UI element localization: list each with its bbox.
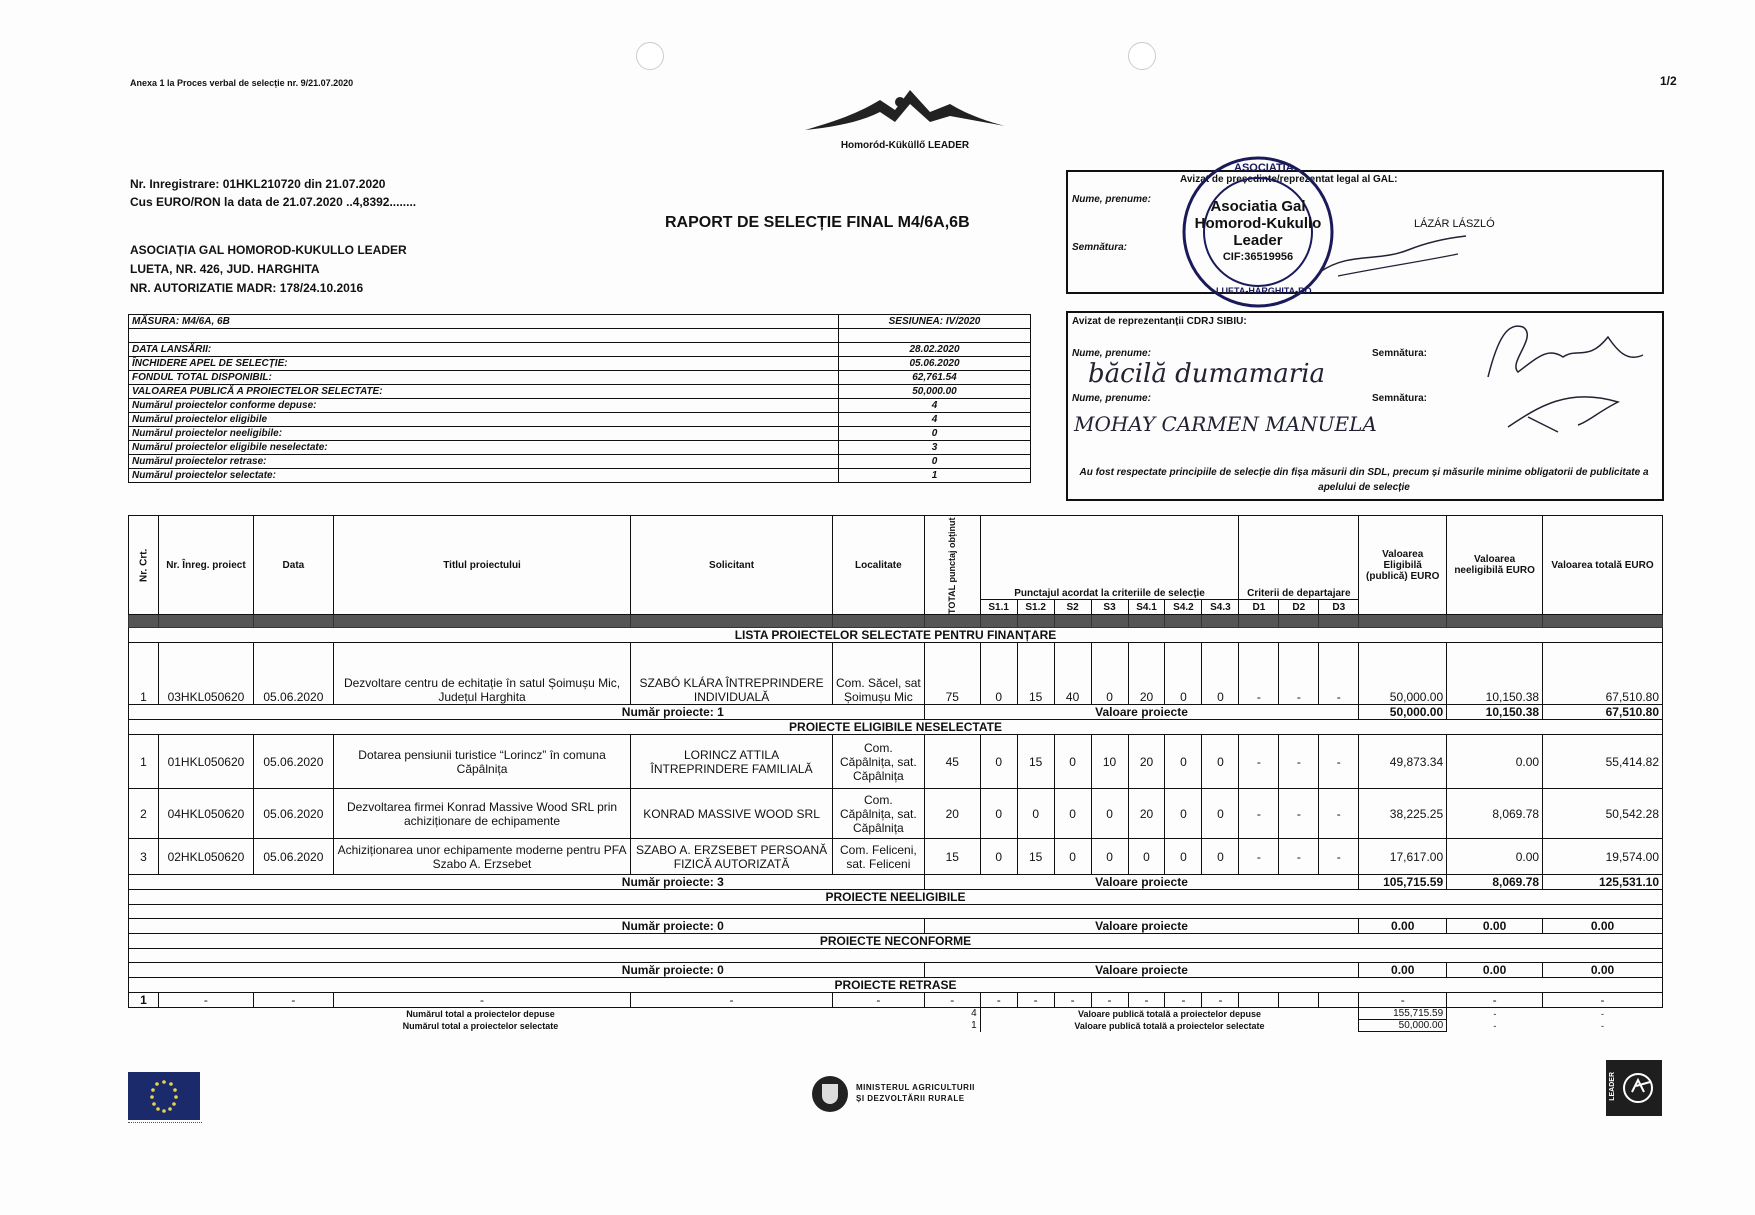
cell-dash: - bbox=[1017, 993, 1054, 1008]
stamp-top-text: ASOCIATIA bbox=[1234, 162, 1294, 174]
session-row-value: 28.02.2020 bbox=[839, 343, 1031, 357]
projects-table bbox=[128, 515, 1663, 1032]
summary-label: Valoare proiecte bbox=[924, 875, 1358, 890]
totals-submitted-value: 4 bbox=[832, 1008, 980, 1020]
cell-score: 20 bbox=[1128, 735, 1165, 789]
summary-label: Valoare proiecte bbox=[924, 963, 1358, 978]
cell-nr: 2 bbox=[129, 789, 159, 839]
cell-total: 45 bbox=[924, 735, 980, 789]
cell-score: 40 bbox=[1054, 643, 1091, 705]
cell-score: 0 bbox=[1017, 789, 1054, 839]
cell-score: 0 bbox=[1054, 735, 1091, 789]
summary-total: 125,531.10 bbox=[1543, 875, 1663, 890]
session-row-label: FONDUL TOTAL DISPONIBIL: bbox=[129, 371, 839, 385]
summary-eligible: 0.00 bbox=[1359, 919, 1447, 934]
cell-reg: 04HKL050620 bbox=[158, 789, 253, 839]
col-header-localitate: Localitate bbox=[832, 516, 924, 615]
summary-neeligible: 0.00 bbox=[1447, 919, 1543, 934]
cdrj-statement: Au fost respectate principiile de selecție din fișa măsurii din SDL, precum și măsurile minime obligatorii de publicitate a apelului de selecție bbox=[1079, 467, 1649, 493]
session-row-label: Numărul proiectelor conforme depuse: bbox=[129, 399, 839, 413]
col-header-punctaj: Punctajul acordat la criteriile de selecție bbox=[980, 516, 1239, 600]
table-row bbox=[129, 993, 1663, 1008]
cell-score: 0 bbox=[980, 735, 1017, 789]
session-row-value: 05.06.2020 bbox=[839, 357, 1031, 371]
cell-nr: 3 bbox=[129, 839, 159, 875]
logo-caption: Homoród-Küküllő LEADER bbox=[840, 140, 970, 151]
cell-value-eligible: 50,000.00 bbox=[1359, 643, 1447, 705]
cell-value-total: 55,414.82 bbox=[1543, 735, 1663, 789]
cdrj-signature-label-1: Semnătura: bbox=[1372, 348, 1428, 359]
cell-value-total: 19,574.00 bbox=[1543, 839, 1663, 875]
gal-name-label: Nume, prenume: bbox=[1072, 194, 1151, 205]
col-header-val-elig: Valoarea Eligibilă (publică) EURO bbox=[1359, 516, 1447, 615]
cell-criterion: - bbox=[1319, 643, 1359, 705]
summary-total: 0.00 bbox=[1543, 963, 1663, 978]
ministry-caption bbox=[856, 1082, 975, 1104]
gal-signature bbox=[1318, 232, 1468, 282]
section-withdrawn-header: PROIECTE RETRASE bbox=[129, 978, 1663, 993]
cell-titlu: Achiziționarea unor echipamente moderne pentru PFA Szabo A. Erzsebet bbox=[333, 839, 630, 875]
leader-logo-icon bbox=[1606, 1060, 1662, 1116]
cell-score: 0 bbox=[1165, 735, 1202, 789]
cell-score: 0 bbox=[1091, 789, 1128, 839]
section-neconform-header: PROIECTE NECONFORME bbox=[129, 934, 1663, 949]
cdrj-box-header: Avizat de reprezentanții CDRJ SIBIU: bbox=[1072, 316, 1247, 327]
table-row bbox=[129, 643, 1663, 705]
cell-solicitant: LORINCZ ATTILA ÎNTREPRINDERE FAMILIALĂ bbox=[631, 735, 833, 789]
cell-criterion: - bbox=[1279, 735, 1319, 789]
cell-dash: - bbox=[980, 993, 1017, 1008]
exchange-rate: Cus EURO/RON la data de 21.07.2020 ..4,8392........ bbox=[130, 195, 417, 209]
col-header-nr: Nr. Crt. bbox=[129, 516, 159, 615]
eu-caption-line bbox=[128, 1122, 202, 1129]
section-unselected-header: PROIECTE ELIGIBILE NESELECTATE bbox=[129, 720, 1663, 735]
cell-dash: - bbox=[158, 993, 253, 1008]
col-header-val-neelig: Valoarea neeligibilă EURO bbox=[1447, 516, 1543, 615]
summary-eligible: 0.00 bbox=[1359, 963, 1447, 978]
cell-dash: - bbox=[1601, 1020, 1605, 1031]
cell-dash: - bbox=[1447, 993, 1543, 1008]
cell-score: 0 bbox=[980, 643, 1017, 705]
organization-authorization: NR. AUTORIZATIE MADR: 178/24.10.2016 bbox=[130, 281, 364, 295]
cell-dash: - bbox=[253, 993, 333, 1008]
cell-data: 05.06.2020 bbox=[253, 789, 333, 839]
summary-count: Număr proiecte: 1 bbox=[129, 705, 925, 720]
col-sub-header: S1.1 bbox=[980, 600, 1017, 615]
col-header-criterii: Criterii de departajare bbox=[1239, 516, 1359, 600]
col-header-total: TOTAL punctaj obținut bbox=[924, 516, 980, 615]
cell-value-total: 50,542.28 bbox=[1543, 789, 1663, 839]
cell-reg: 03HKL050620 bbox=[158, 643, 253, 705]
registration-number: Nr. Inregistrare: 01HKL210720 din 21.07.2020 bbox=[130, 177, 386, 191]
cell-criterion: - bbox=[1319, 789, 1359, 839]
section-neeligible-header: PROIECTE NEELIGIBILE bbox=[129, 890, 1663, 905]
cell-dash: - bbox=[1359, 993, 1447, 1008]
col-sub-header: D3 bbox=[1319, 600, 1359, 615]
organization-name: ASOCIAȚIA GAL HOMOROD-KUKULLO LEADER bbox=[130, 243, 407, 257]
summary-eligible: 105,715.59 bbox=[1359, 875, 1447, 890]
section-selected-header: LISTA PROIECTELOR SELECTATE PENTRU FINANȚARE bbox=[129, 628, 1663, 643]
col-sub-header: S1.2 bbox=[1017, 600, 1054, 615]
session-row-label: DATA LANSĂRII: bbox=[129, 343, 839, 357]
session-row-value: 3 bbox=[839, 441, 1031, 455]
cdrj-name-label-1: Nume, prenume: bbox=[1072, 348, 1151, 359]
cell-data: 05.06.2020 bbox=[253, 735, 333, 789]
summary-label: Valoare proiecte bbox=[924, 705, 1358, 720]
cell-score: 10 bbox=[1091, 735, 1128, 789]
cell-dash: - bbox=[1165, 993, 1202, 1008]
leader-logo-text: LEADER bbox=[1609, 1072, 1616, 1101]
cell-score: 0 bbox=[1091, 643, 1128, 705]
cell-reg: 02HKL050620 bbox=[158, 839, 253, 875]
cell-score: 0 bbox=[1091, 839, 1128, 875]
cell-dash: - bbox=[1493, 1008, 1497, 1019]
col-header-val-total: Valoarea totală EURO bbox=[1543, 516, 1663, 615]
totals-selected-value: 1 bbox=[832, 1020, 980, 1032]
cell-value-total: 67,510.80 bbox=[1543, 643, 1663, 705]
cell-score: 0 bbox=[1165, 789, 1202, 839]
totals-submitted-public-label: Valoare publică totală a proiectelor depuse bbox=[1077, 1008, 1261, 1019]
session-row-value: 1 bbox=[839, 469, 1031, 483]
report-title: RAPORT DE SELECȚIE FINAL M4/6A,6B bbox=[665, 214, 970, 231]
cell-total: 20 bbox=[924, 789, 980, 839]
gal-stamp bbox=[1178, 152, 1338, 312]
cell-score: 15 bbox=[1017, 839, 1054, 875]
summary-neeligible: 8,069.78 bbox=[1447, 875, 1543, 890]
totals-selected-public-value: 50,000.00 bbox=[1359, 1020, 1447, 1032]
stamp-cif: CIF:36519956 bbox=[1222, 251, 1294, 263]
masura-label: MĂSURA: M4/6A, 6B bbox=[129, 315, 839, 329]
session-row-label: VALOAREA PUBLICĂ A PROIECTELOR SELECTATE: bbox=[129, 385, 839, 399]
session-row-value: 50,000.00 bbox=[839, 385, 1031, 399]
col-header-reg: Nr. Înreg. proiect bbox=[158, 516, 253, 615]
cell-score: 0 bbox=[1165, 643, 1202, 705]
cell-criterion: - bbox=[1279, 789, 1319, 839]
col-sub-header: D2 bbox=[1279, 600, 1319, 615]
cell-value-eligible: 49,873.34 bbox=[1359, 735, 1447, 789]
cell-value-neeligible: 8,069.78 bbox=[1447, 789, 1543, 839]
gal-name-value: LÁZÁR LÁSZLÓ bbox=[1414, 218, 1495, 230]
ministry-line-2: ȘI DEZVOLTĂRII RURALE bbox=[856, 1094, 965, 1103]
cell-score: 0 bbox=[980, 839, 1017, 875]
cell-nr: 1 bbox=[129, 643, 159, 705]
summary-row bbox=[129, 875, 1663, 890]
summary-count: Număr proiecte: 0 bbox=[129, 919, 925, 934]
page-number: 1/2 bbox=[1660, 74, 1677, 88]
cdrj-signature-label-2: Semnătura: bbox=[1372, 393, 1428, 404]
session-row-value: 0 bbox=[839, 427, 1031, 441]
stamp-line-1: Asociatia Gal bbox=[1210, 198, 1306, 215]
cell-localitate: Com. Căpâlnița, sat. Căpâlnița bbox=[832, 735, 924, 789]
session-row-label: Numărul proiectelor retrase: bbox=[129, 455, 839, 469]
cell-value-neeligible: 0.00 bbox=[1447, 839, 1543, 875]
cell-score: 0 bbox=[1202, 839, 1239, 875]
table-row bbox=[129, 735, 1663, 789]
cell-titlu: Dezvoltarea firmei Konrad Massive Wood SRL prin achiziționare de echipamente bbox=[333, 789, 630, 839]
col-header-solicitant: Solicitant bbox=[631, 516, 833, 615]
gal-approval-box bbox=[1066, 162, 1664, 296]
stamp-line-3: Leader bbox=[1233, 232, 1283, 249]
cell-criterion: - bbox=[1239, 643, 1279, 705]
table-row bbox=[129, 839, 1663, 875]
summary-total: 67,510.80 bbox=[1543, 705, 1663, 720]
totals-row-selected bbox=[129, 1020, 1663, 1032]
cell-solicitant: KONRAD MASSIVE WOOD SRL bbox=[631, 789, 833, 839]
table-row bbox=[129, 789, 1663, 839]
col-header-titlu: Titlul proiectului bbox=[333, 516, 630, 615]
cell-dash: - bbox=[333, 993, 630, 1008]
cell-score: 0 bbox=[1165, 839, 1202, 875]
cell-score: 15 bbox=[1017, 735, 1054, 789]
cell-localitate: Com. Feliceni, sat. Feliceni bbox=[832, 839, 924, 875]
cell-dash: - bbox=[1128, 993, 1165, 1008]
cell-value-eligible: 17,617.00 bbox=[1359, 839, 1447, 875]
session-info-table bbox=[128, 314, 1031, 483]
summary-row bbox=[129, 963, 1663, 978]
cell-titlu: Dezvoltare centru de echitație în satul Șoimușu Mic, Județul Harghita bbox=[333, 643, 630, 705]
session-row-label: Numărul proiectelor selectate: bbox=[129, 469, 839, 483]
cell-dash: - bbox=[631, 993, 833, 1008]
cell-reg: 01HKL050620 bbox=[158, 735, 253, 789]
cell-dash: - bbox=[1054, 993, 1091, 1008]
col-sub-header: S4.1 bbox=[1128, 600, 1165, 615]
eu-flag-icon bbox=[128, 1072, 200, 1120]
summary-row bbox=[129, 705, 1663, 720]
cell-total: 75 bbox=[924, 643, 980, 705]
cell-criterion: - bbox=[1239, 735, 1279, 789]
cell-nr: 1 bbox=[129, 735, 159, 789]
totals-selected-public-label: Valoare publică totală a proiectelor selectate bbox=[1074, 1020, 1265, 1031]
totals-submitted-label: Numărul total a proiectelor depuse bbox=[406, 1008, 555, 1019]
col-sub-header: S4.2 bbox=[1165, 600, 1202, 615]
cell-score: 0 bbox=[1202, 643, 1239, 705]
homorod-kukullo-logo bbox=[800, 82, 1010, 152]
cell-score: 0 bbox=[1054, 789, 1091, 839]
col-sub-header: S3 bbox=[1091, 600, 1128, 615]
cell-criterion: - bbox=[1239, 839, 1279, 875]
cell-score: 0 bbox=[1202, 735, 1239, 789]
cell-solicitant: SZABO A. ERZSEBET PERSOANĂ FIZICĂ AUTORIZATĂ bbox=[631, 839, 833, 875]
cell-score: 0 bbox=[1054, 839, 1091, 875]
cell-localitate: Com. Săcel, sat Șoimușu Mic bbox=[832, 643, 924, 705]
annex-reference: Anexa 1 la Proces verbal de selecție nr. 9/21.07.2020 bbox=[130, 78, 354, 88]
cell-solicitant: SZABÓ KLÁRA ÎNTREPRINDERE INDIVIDUALĂ bbox=[631, 643, 833, 705]
session-row-value: 62,761.54 bbox=[839, 371, 1031, 385]
summary-count: Număr proiecte: 0 bbox=[129, 963, 925, 978]
cdrj-handwritten-name-2: MOHAY CARMEN MANUELA bbox=[1074, 412, 1377, 436]
cell-criterion: - bbox=[1279, 643, 1319, 705]
cell-data: 05.06.2020 bbox=[253, 643, 333, 705]
totals-selected-label: Numărul total a proiectelor selectate bbox=[402, 1020, 559, 1031]
cell-nr: 1 bbox=[129, 993, 159, 1008]
column-number-row bbox=[129, 615, 1663, 628]
cell-data: 05.06.2020 bbox=[253, 839, 333, 875]
session-row-label: Numărul proiectelor eligibile bbox=[129, 413, 839, 427]
organization-address: LUETA, NR. 426, JUD. HARGHITA bbox=[130, 262, 320, 276]
cell-dash: - bbox=[1202, 993, 1239, 1008]
col-sub-header: S4.3 bbox=[1202, 600, 1239, 615]
session-row-value: 4 bbox=[839, 413, 1031, 427]
totals-row-submitted bbox=[129, 1008, 1663, 1020]
ministry-line-1: MINISTERUL AGRICULTURII bbox=[856, 1083, 975, 1092]
cell-score: 0 bbox=[1202, 789, 1239, 839]
summary-row bbox=[129, 919, 1663, 934]
cell-score: 15 bbox=[1017, 643, 1054, 705]
summary-eligible: 50,000.00 bbox=[1359, 705, 1447, 720]
cell-criterion: - bbox=[1239, 789, 1279, 839]
summary-label: Valoare proiecte bbox=[924, 919, 1358, 934]
session-row-label: Numărul proiectelor neeligibile: bbox=[129, 427, 839, 441]
cell-score: 20 bbox=[1128, 789, 1165, 839]
summary-count: Număr proiecte: 3 bbox=[129, 875, 925, 890]
cell-score: 0 bbox=[980, 789, 1017, 839]
cdrj-handwritten-name-1: băcilă dumamaria bbox=[1088, 359, 1326, 389]
cell-dash: - bbox=[1601, 1008, 1605, 1019]
session-row-value: 4 bbox=[839, 399, 1031, 413]
cdrj-approval-box bbox=[1066, 311, 1664, 501]
summary-total: 0.00 bbox=[1543, 919, 1663, 934]
sesiunea-label: SESIUNEA: IV/2020 bbox=[839, 315, 1031, 329]
session-row-label: ÎNCHIDERE APEL DE SELECȚIE: bbox=[129, 357, 839, 371]
cdrj-signatures bbox=[1468, 317, 1648, 437]
stamp-bottom-text: LUETA-HARGHITA-RO bbox=[1216, 286, 1312, 296]
binder-hole bbox=[1128, 42, 1156, 70]
cell-criterion: - bbox=[1279, 839, 1319, 875]
ministry-crest-icon bbox=[812, 1076, 848, 1112]
cdrj-name-label-2: Nume, prenume: bbox=[1072, 393, 1151, 404]
gal-box-header: Avizat de președinte/reprezentat legal al GAL: bbox=[1180, 174, 1398, 185]
stamp-line-2: Homorod-Kukullo bbox=[1194, 215, 1322, 232]
summary-neeligible: 10,150.38 bbox=[1447, 705, 1543, 720]
summary-neeligible: 0.00 bbox=[1447, 963, 1543, 978]
cell-value-neeligible: 0.00 bbox=[1447, 735, 1543, 789]
cell-dash: - bbox=[924, 993, 980, 1008]
session-row-value: 0 bbox=[839, 455, 1031, 469]
totals-submitted-public-value: 155,715.59 bbox=[1359, 1008, 1447, 1020]
gal-signature-label: Semnătura: bbox=[1072, 242, 1128, 253]
cell-titlu: Dotarea pensiunii turistice “Lorincz” în comuna Căpâlnița bbox=[333, 735, 630, 789]
cell-dash: - bbox=[1543, 993, 1663, 1008]
cell-criterion: - bbox=[1319, 839, 1359, 875]
col-header-data: Data bbox=[253, 516, 333, 615]
cell-value-neeligible: 10,150.38 bbox=[1447, 643, 1543, 705]
cell-score: 20 bbox=[1128, 643, 1165, 705]
cell-dash: - bbox=[1493, 1020, 1497, 1031]
binder-hole bbox=[636, 42, 664, 70]
cell-score: 0 bbox=[1128, 839, 1165, 875]
col-sub-header: S2 bbox=[1054, 600, 1091, 615]
cell-total: 15 bbox=[924, 839, 980, 875]
cell-value-eligible: 38,225.25 bbox=[1359, 789, 1447, 839]
col-sub-header: D1 bbox=[1239, 600, 1279, 615]
cell-localitate: Com. Căpâlnița, sat. Căpâlnița bbox=[832, 789, 924, 839]
session-row-label: Numărul proiectelor eligibile neselectate: bbox=[129, 441, 839, 455]
cell-criterion: - bbox=[1319, 735, 1359, 789]
cell-dash: - bbox=[832, 993, 924, 1008]
cell-dash: - bbox=[1091, 993, 1128, 1008]
